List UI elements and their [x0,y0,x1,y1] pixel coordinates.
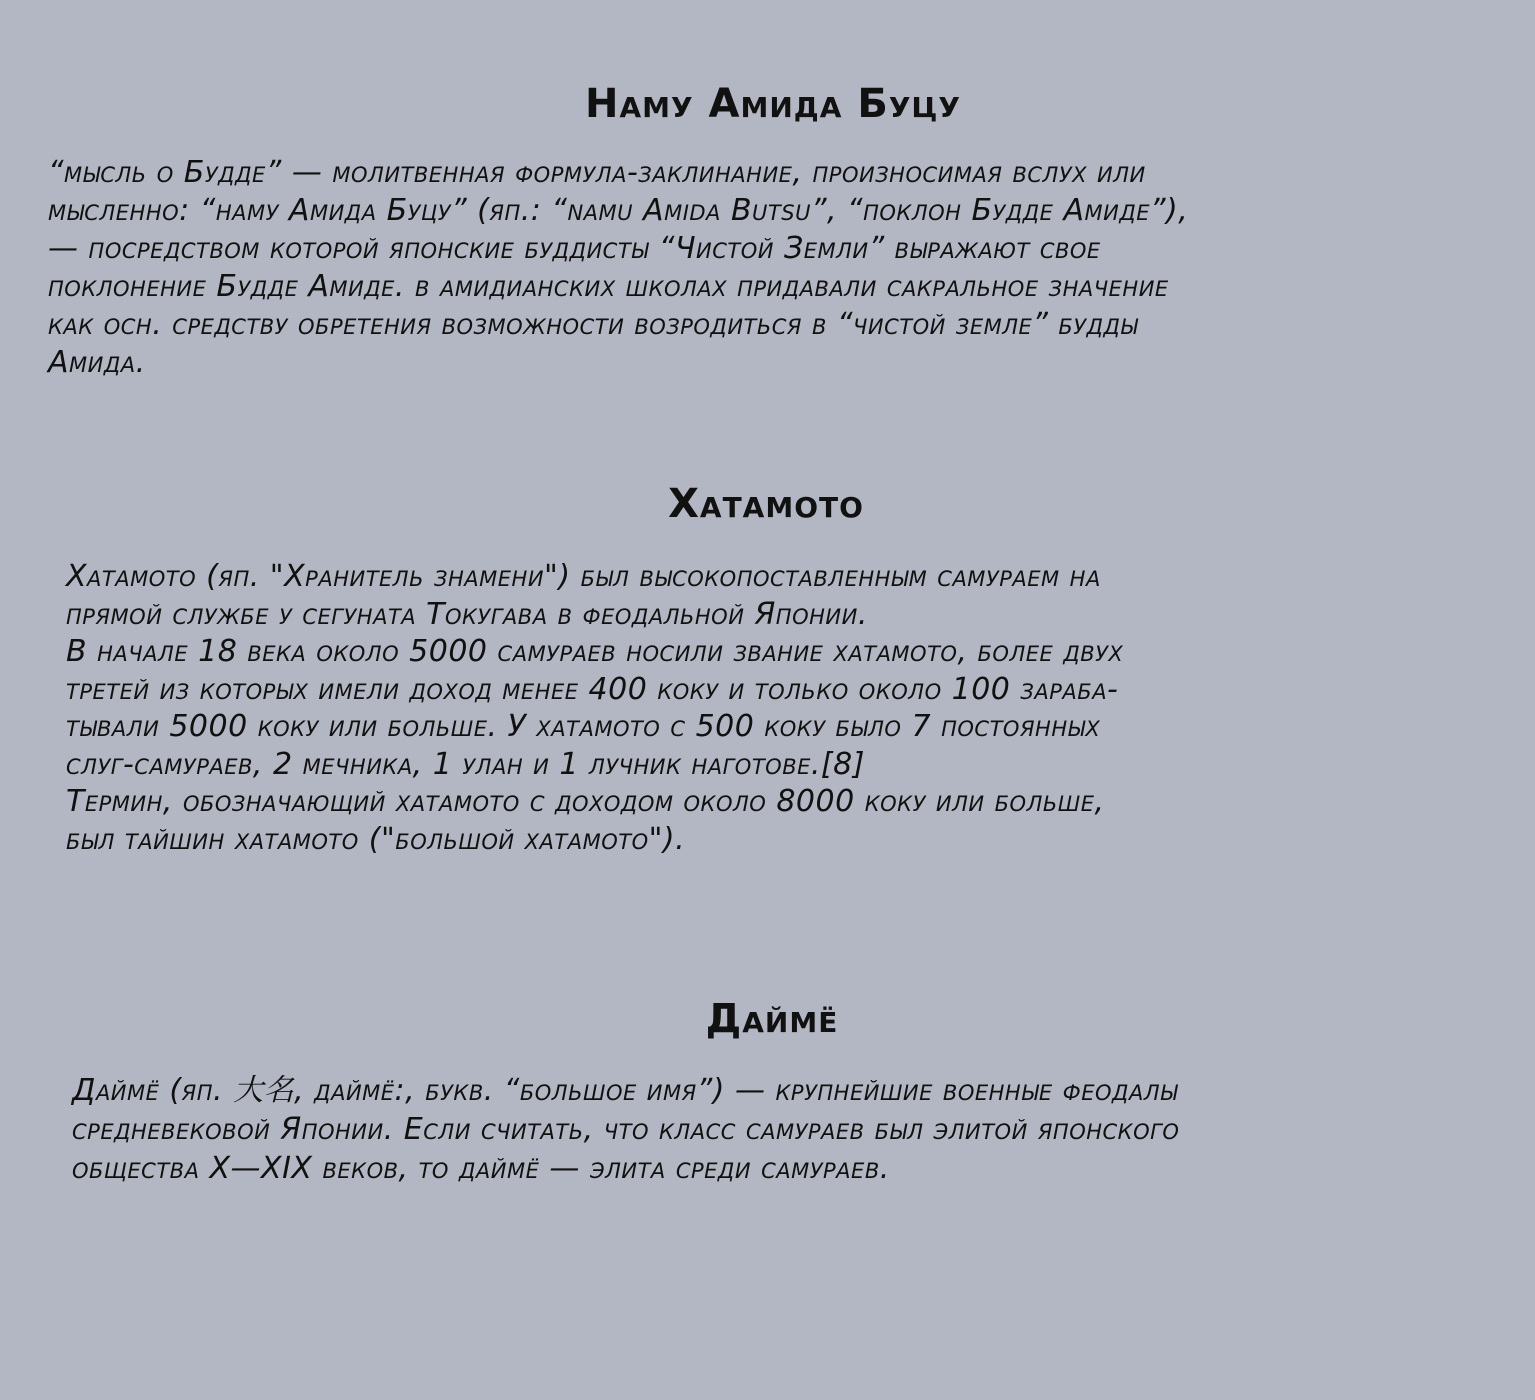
text-line: В начале 18 века около 5000 самураев носили звание хатамото, более двух [66,634,1124,669]
text-line: как осн. средству обретения возможности возродиться в “чистой земле” будды [48,307,1139,342]
section-title: Хатамото [668,481,864,527]
section-hatamoto [66,480,1486,858]
section-paragraph [48,154,1498,382]
text-line: общества X—XIX веков, то даймё — элита среди самураев. [72,1151,890,1186]
text-line: средневековой Японии. Если считать, что класс самураев был элитой японского [72,1112,1180,1147]
section-title: Наму Амида Буцу [585,81,961,127]
section-daimyo [72,995,1492,1188]
text-line: “мысль о Будде” — молитвенная формула-заклинание, произносимая вслух или [48,155,1146,190]
text-line: Даймё (яп. 大名, даймё:, букв. “большое имя”) — крупнейшие военные феодалы [72,1073,1178,1108]
text-line: Амида. [48,345,146,380]
text-line: тывали 5000 коку или больше. У хатамото с 500 коку было 7 постоянных [66,709,1101,744]
text-line: мысленно: “наму Амида Буцу” (яп.: “namu Amida Butsu”, “поклон Будде Амиде”), [48,193,1189,228]
text-line: прямой службе у сегуната Токугава в феодальной Японии. [66,596,868,632]
text-line: третей из которых имели доход менее 400 коку и только около 100 зараба- [66,671,1119,707]
section-namu-amida-butsu [48,80,1498,382]
section-title: Даймё [705,996,839,1042]
text-line: Хатамото (яп. "Хранитель знамени") был высокопоставленным самураем на [66,559,1101,594]
text-line: поклонение Будде Амиде. в амидианских школах придавали сакральное значение [48,269,1169,304]
text-line: — посредством которой японские буддисты “Чистой Земли” выражают свое [48,231,1101,266]
text-line: был тайшин хатамото ("большой хатамото"). [66,821,686,857]
text-line: слуг-самураев, 2 мечника, 1 улан и 1 лучник наготове.[8] [66,746,865,782]
section-paragraph [66,558,1486,858]
text-line: Термин, обозначающий хатамото с доходом около 8000 коку или больше, [66,784,1105,819]
section-paragraph [72,1071,1492,1188]
